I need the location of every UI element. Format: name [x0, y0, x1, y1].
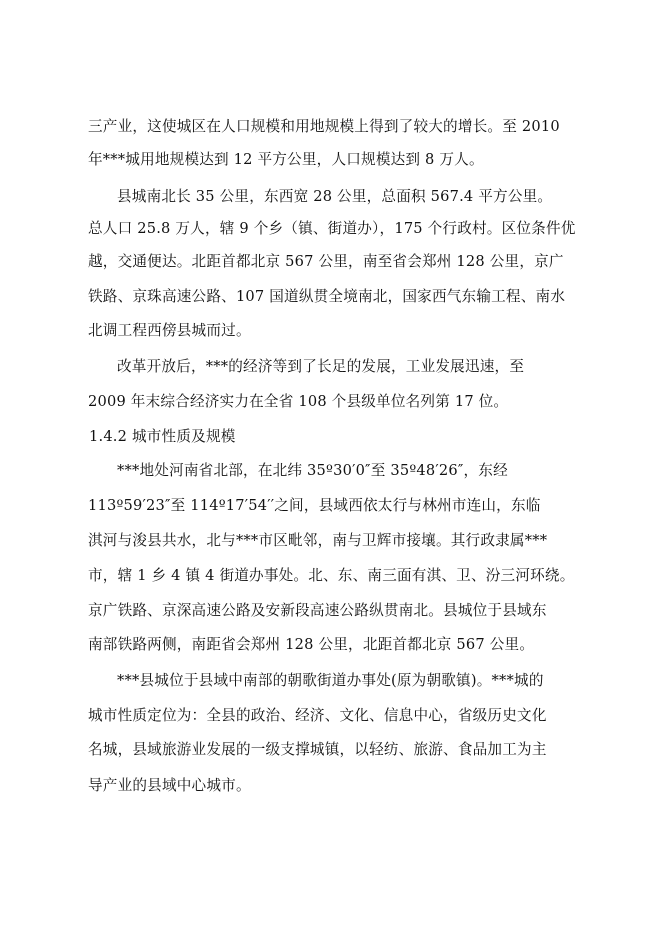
paragraph-start-line: 县城南北长 35 公里，东西宽 28 公里，总面积 567.4 平方公里。 [117, 188, 553, 205]
text-line-19: 名城，县域旅游业发展的一级支撑城镇，以轻纺、旅游、食品加工为主 [88, 741, 547, 758]
text-line-4: 总人口 25.8 万人，辖 9 个乡（镇、街道办），175 个行政村。区位条件优 [88, 220, 576, 237]
text-line-7: 北调工程西傍县城而过。 [88, 322, 251, 339]
paragraph-start-line: ***县城位于县域中南部的朝歌街道办事处(原为朝歌镇)。***城的 [117, 672, 544, 689]
text-line-6: 铁路、京珠高速公路、107 国道纵贯全境南北，国家西气东输工程、南水 [88, 288, 566, 305]
paragraph-start-line: ***地处河南省北部，在北纬 35º30′0″至 35º48′26″，东经 [117, 462, 508, 479]
text-line-20: 导产业的县域中心城市。 [88, 777, 251, 794]
text-line-15: 京广铁路、京深高速公路及安新段高速公路纵贯南北。县城位于县域东 [88, 602, 547, 619]
text-line-12: 113º59′23″至 114º17′54′′之间，县域西依太行与林州市连山，东临 [88, 497, 541, 514]
text-line-1: 三产业，这使城区在人口规模和用地规模上得到了较大的增长。至 2010 [88, 118, 560, 135]
section-heading: 1.4.2 城市性质及规模 [89, 428, 236, 445]
text-line-5: 越，交通便达。北距首都北京 567 公里，南至省会郑州 128 公里，京广 [88, 253, 564, 270]
text-line-2: 年***城用地规模达到 12 平方公里，人口规模达到 8 万人。 [88, 151, 484, 168]
text-line-18: 城市性质定位为：全县的政治、经济、文化、信息中心，省级历史文化 [88, 707, 547, 724]
text-line-9: 2009 年末综合经济实力在全省 108 个县级单位名列第 17 位。 [88, 393, 509, 410]
text-line-13: 淇河与浚县共水，北与***市区毗邻，南与卫辉市接壤。其行政隶属*** [88, 532, 548, 549]
text-line-16: 南部铁路两侧，南距省会郑州 128 公里，北距首都北京 567 公里。 [88, 636, 535, 653]
paragraph-start-line: 改革开放后，***的经济等到了长足的发展，工业发展迅速，至 [117, 358, 525, 375]
text-line-14: 市，辖 1 乡 4 镇 4 街道办事处。北、东、南三面有淇、卫、汾三河环绕。 [88, 567, 575, 584]
